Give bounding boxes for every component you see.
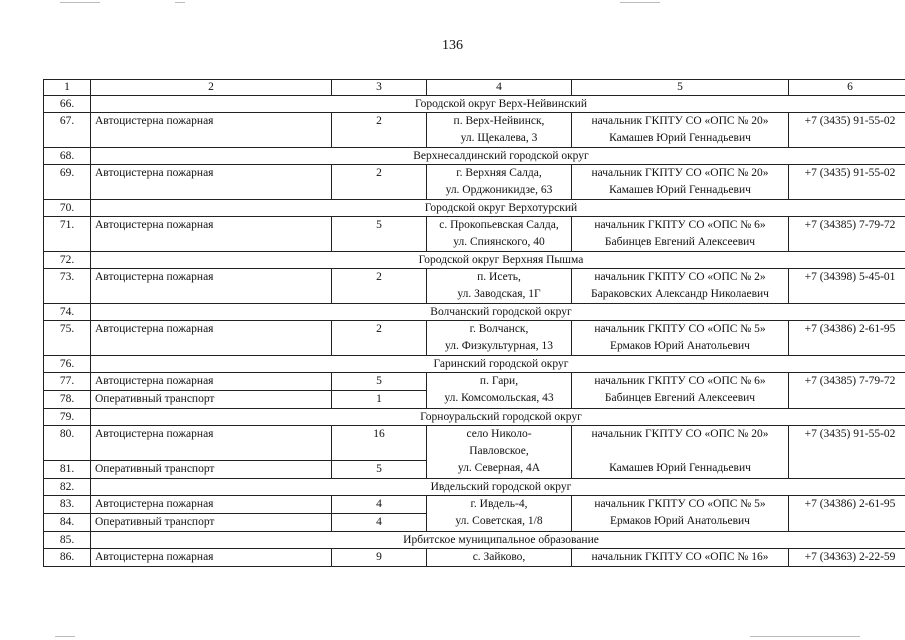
cell-line: село Николо- xyxy=(466,428,532,440)
cell-line: Бабинцев Евгений Алексеевич xyxy=(604,392,756,404)
row-number: 67. xyxy=(44,113,91,148)
cell-line: Ермаков Юрий Анатольевич xyxy=(610,340,750,352)
phone: +7 (3435) 91-55-02 xyxy=(789,165,905,200)
section-row xyxy=(44,252,905,269)
section-title: Верхнесалдинский городской округ xyxy=(91,148,905,165)
section-title: Городской округ Верх-Нейвинский xyxy=(91,96,905,113)
section-row xyxy=(44,409,905,426)
table-row xyxy=(44,165,905,200)
cell-line: начальник ГКПТУ СО «ОПС № 20» xyxy=(591,167,769,179)
phone: +7 (3435) 91-55-02 xyxy=(789,113,905,148)
quantity: 2 xyxy=(332,269,427,304)
row-number: 83. xyxy=(44,496,91,514)
cell-line: Камашев Юрий Геннадьевич xyxy=(609,462,751,474)
page-number: 136 xyxy=(442,38,463,53)
quantity: 9 xyxy=(332,549,427,567)
location xyxy=(427,321,572,356)
fire-equipment-table xyxy=(43,79,905,567)
cell-line: ул. Физкультурная, 13 xyxy=(445,340,553,352)
cell-line: г. Ивдель-4, xyxy=(470,498,528,510)
location xyxy=(427,373,572,409)
scan-edge-line xyxy=(175,2,185,3)
section-title: Ивдельский городской округ xyxy=(91,479,905,496)
section-title: Городской округ Верхняя Пышма xyxy=(91,252,905,269)
row-number: 82. xyxy=(44,479,91,496)
equipment-name: Автоцистерна пожарная xyxy=(91,549,332,567)
responsible xyxy=(572,165,789,200)
cell-line: п. Верх-Нейвинск, xyxy=(453,115,545,127)
section-row xyxy=(44,356,905,373)
table-body xyxy=(44,80,905,567)
equipment-name: Оперативный транспорт xyxy=(91,461,332,479)
section-title: Ирбитское муниципальное образование xyxy=(91,532,905,549)
responsible xyxy=(572,269,789,304)
row-number: 79. xyxy=(44,409,91,426)
section-row xyxy=(44,304,905,321)
equipment-name: Автоцистерна пожарная xyxy=(91,426,332,461)
equipment-name: Автоцистерна пожарная xyxy=(91,373,332,391)
quantity: 5 xyxy=(332,461,427,479)
section-row xyxy=(44,532,905,549)
cell-line: п. Гари, xyxy=(479,375,519,387)
section-row xyxy=(44,479,905,496)
row-number: 81. xyxy=(44,461,91,479)
cell-line: ул. Заводская, 1Г xyxy=(457,288,541,300)
row-number: 77. xyxy=(44,373,91,391)
cell-line: Камашев Юрий Геннадьевич xyxy=(609,184,751,196)
column-header: 3 xyxy=(332,80,427,96)
equipment-name: Автоцистерна пожарная xyxy=(91,165,332,200)
responsible: начальник ГКПТУ СО «ОПС № 16» xyxy=(572,549,789,567)
equipment-name: Автоцистерна пожарная xyxy=(91,496,332,514)
responsible xyxy=(572,426,789,479)
cell-line: Камашев Юрий Геннадьевич xyxy=(609,132,751,144)
row-number: 70. xyxy=(44,200,91,217)
scan-edge-line xyxy=(60,2,100,3)
row-number: 72. xyxy=(44,252,91,269)
column-header: 1 xyxy=(44,80,91,96)
location xyxy=(427,496,572,532)
equipment-name: Автоцистерна пожарная xyxy=(91,269,332,304)
cell-line: начальник ГКПТУ СО «ОПС № 6» xyxy=(594,219,766,231)
table-row xyxy=(44,113,905,148)
table-row xyxy=(44,373,905,391)
cell-line: ул. Орджоникидзе, 63 xyxy=(445,184,553,196)
cell-line: Ермаков Юрий Анатольевич xyxy=(610,515,750,527)
cell-line: Бараковских Александр Николаевич xyxy=(591,288,769,300)
scan-edge-line xyxy=(620,2,660,3)
row-number: 68. xyxy=(44,148,91,165)
cell-line: п. Исеть, xyxy=(477,271,521,283)
cell-line: г. Верхняя Салда, xyxy=(456,167,542,179)
row-number: 84. xyxy=(44,514,91,532)
phone: +7 (34385) 7-79-72 xyxy=(789,373,905,409)
phone: +7 (34386) 2-61-95 xyxy=(789,321,905,356)
cell-line: г. Волчанск, xyxy=(469,323,529,335)
phone: +7 (34386) 2-61-95 xyxy=(789,496,905,532)
section-row xyxy=(44,148,905,165)
column-header: 2 xyxy=(91,80,332,96)
quantity: 5 xyxy=(332,373,427,391)
phone: +7 (34385) 7-79-72 xyxy=(789,217,905,252)
cell-line: начальник ГКПТУ СО «ОПС № 5» xyxy=(594,498,766,510)
row-number: 73. xyxy=(44,269,91,304)
cell-line: ул. Комсомольская, 43 xyxy=(444,392,554,404)
responsible xyxy=(572,217,789,252)
section-title: Городской округ Верхотурский xyxy=(91,200,905,217)
cell-line: начальник ГКПТУ СО «ОПС № 5» xyxy=(594,323,766,335)
responsible xyxy=(572,496,789,532)
cell-line: ул. Спиянского, 40 xyxy=(453,236,545,248)
cell-line: ул. Советская, 1/8 xyxy=(455,515,543,527)
quantity: 2 xyxy=(332,165,427,200)
cell-line: ул. Щекалева, 3 xyxy=(460,132,538,144)
quantity: 2 xyxy=(332,113,427,148)
equipment-name: Автоцистерна пожарная xyxy=(91,321,332,356)
quantity: 2 xyxy=(332,321,427,356)
responsible xyxy=(572,321,789,356)
cell-line: начальник ГКПТУ СО «ОПС № 6» xyxy=(594,375,766,387)
equipment-name: Оперативный транспорт xyxy=(91,391,332,409)
section-title: Горноуральский городской округ xyxy=(91,409,905,426)
scan-edge-line xyxy=(750,636,860,637)
quantity: 5 xyxy=(332,217,427,252)
quantity: 1 xyxy=(332,391,427,409)
section-title: Волчанский городской округ xyxy=(91,304,905,321)
section-row xyxy=(44,200,905,217)
location xyxy=(427,426,572,479)
cell-line: с. Прокопьевская Салда, xyxy=(439,219,559,231)
column-header: 5 xyxy=(572,80,789,96)
row-number: 85. xyxy=(44,532,91,549)
row-number: 80. xyxy=(44,426,91,461)
row-number: 74. xyxy=(44,304,91,321)
cell-line: Павловское, xyxy=(469,445,529,457)
table-row xyxy=(44,217,905,252)
cell-line: Бабинцев Евгений Алексеевич xyxy=(604,236,756,248)
location xyxy=(427,113,572,148)
location xyxy=(427,217,572,252)
phone: +7 (34363) 2-22-59 xyxy=(789,549,905,567)
location xyxy=(427,165,572,200)
phone: +7 (3435) 91-55-02 xyxy=(789,426,905,479)
equipment-name: Оперативный транспорт xyxy=(91,514,332,532)
location: с. Зайково, xyxy=(427,549,572,567)
table-row xyxy=(44,549,905,567)
header-row xyxy=(44,80,905,96)
table-row xyxy=(44,321,905,356)
section-title: Гаринский городской округ xyxy=(91,356,905,373)
row-number: 69. xyxy=(44,165,91,200)
row-number: 76. xyxy=(44,356,91,373)
phone: +7 (34398) 5-45-01 xyxy=(789,269,905,304)
quantity: 4 xyxy=(332,496,427,514)
cell-line: начальник ГКПТУ СО «ОПС № 20» xyxy=(591,428,769,440)
cell-line: ул. Северная, 4А xyxy=(457,462,541,474)
row-number: 75. xyxy=(44,321,91,356)
quantity: 4 xyxy=(332,514,427,532)
equipment-name: Автоцистерна пожарная xyxy=(91,217,332,252)
row-number: 71. xyxy=(44,217,91,252)
column-header: 4 xyxy=(427,80,572,96)
equipment-name: Автоцистерна пожарная xyxy=(91,113,332,148)
table-row xyxy=(44,426,905,461)
row-number: 86. xyxy=(44,549,91,567)
cell-line: начальник ГКПТУ СО «ОПС № 20» xyxy=(591,115,769,127)
scan-edge-line xyxy=(55,636,75,637)
location xyxy=(427,269,572,304)
table-row xyxy=(44,496,905,514)
row-number: 66. xyxy=(44,96,91,113)
cell-line: начальник ГКПТУ СО «ОПС № 2» xyxy=(594,271,766,283)
row-number: 78. xyxy=(44,391,91,409)
responsible xyxy=(572,373,789,409)
column-header: 6 xyxy=(789,80,905,96)
quantity: 16 xyxy=(332,426,427,461)
section-row xyxy=(44,96,905,113)
responsible xyxy=(572,113,789,148)
table-row xyxy=(44,269,905,304)
